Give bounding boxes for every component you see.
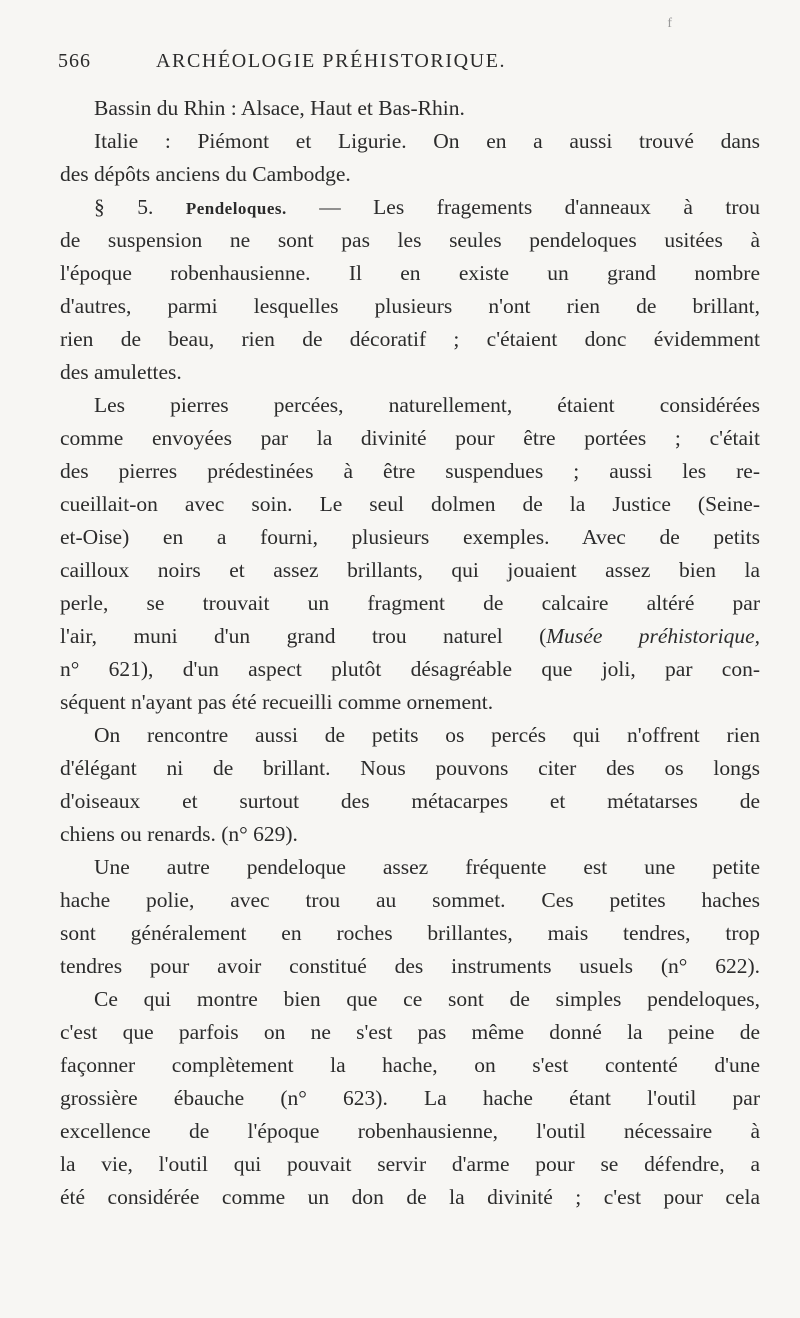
text-line: de suspension ne sont pas les seules pendeloques usitées à <box>60 228 760 252</box>
running-head-title: ARCHÉOLOGIE PRÉHISTORIQUE. <box>156 50 507 72</box>
text-line: Italie : Piémont et Ligurie. On en a aussi trouvé dans <box>94 129 760 153</box>
text-line: séquent n'ayant pas été recueilli comme ornement. <box>60 690 494 714</box>
section-heading-line <box>60 191 760 224</box>
text-line: rien de beau, rien de décoratif ; c'étaient donc évidemment <box>60 327 760 351</box>
text-line: Bassin du Rhin : Alsace, Haut et Bas-Rhin. <box>94 96 465 120</box>
text-line: d'oiseaux et surtout des métacarpes et métatarses de <box>60 789 760 813</box>
text-line: c'est que parfois on ne s'est pas même donné la peine de <box>60 1020 760 1044</box>
text-line: des pierres prédestinées à être suspendues ; aussi les re- <box>60 459 760 483</box>
text-line: On rencontre aussi de petits os percés qui n'offrent rien <box>94 723 760 747</box>
text-segment: — Les fragements d'anneaux à trou <box>286 195 760 219</box>
text-line: des amulettes. <box>60 360 182 384</box>
body-text <box>60 92 760 1214</box>
text-line: perle, se trouvait un fragment de calcaire altéré par <box>60 591 760 615</box>
text-line: Les pierres percées, naturellement, étaient considérées <box>94 393 760 417</box>
text-line: cailloux noirs et assez brillants, qui jouaient assez bien la <box>60 558 760 582</box>
text-line: Ce qui montre bien que ce sont de simples pendeloques, <box>94 987 760 1011</box>
text-line: Une autre pendeloque assez fréquente est une petite <box>94 855 760 879</box>
text-line: hache polie, avec trou au sommet. Ces petites haches <box>60 888 760 912</box>
text-line: façonner complètement la hache, on s'est contenté d'une <box>60 1053 760 1077</box>
corner-mark: f <box>667 16 672 31</box>
text-line: tendres pour avoir constitué des instruments usuels (n° 622). <box>60 954 760 978</box>
text-line: cueillait-on avec soin. Le seul dolmen de la Justice (Seine- <box>60 492 760 516</box>
text-line: comme envoyées par la divinité pour être portées ; c'était <box>60 426 760 450</box>
text-line: la vie, l'outil qui pouvait servir d'arme pour se défendre, a <box>60 1152 760 1176</box>
text-line <box>60 620 760 653</box>
text-line: d'élégant ni de brillant. Nous pouvons citer des os longs <box>60 756 760 780</box>
text-line: été considérée comme un don de la divinité ; c'est pour cela <box>60 1185 760 1209</box>
text-line: n° 621), d'un aspect plutôt désagréable que joli, par con- <box>60 657 760 681</box>
section-title: Pendeloques. <box>185 199 287 218</box>
italic-reference: Musée préhistorique, <box>546 624 760 648</box>
text-line: d'autres, parmi lesquelles plusieurs n'ont rien de brillant, <box>60 294 760 318</box>
page-number: 566 <box>58 50 91 72</box>
text-line: et-Oise) en a fourni, plusieurs exemples. Avec de petits <box>60 525 760 549</box>
text-line: sont généralement en roches brillantes, mais tendres, trop <box>60 921 760 945</box>
section-number: § 5. <box>94 195 186 219</box>
text-line: excellence de l'époque robenhausienne, l'outil nécessaire à <box>60 1119 760 1143</box>
text-line: grossière ébauche (n° 623). La hache étant l'outil par <box>60 1086 760 1110</box>
text-line: l'époque robenhausienne. Il en existe un grand nombre <box>60 261 760 285</box>
text-segment: l'air, muni d'un grand trou naturel ( <box>60 624 547 648</box>
text-line: des dépôts anciens du Cambodge. <box>60 162 351 186</box>
text-line: chiens ou renards. (n° 629). <box>60 822 298 846</box>
